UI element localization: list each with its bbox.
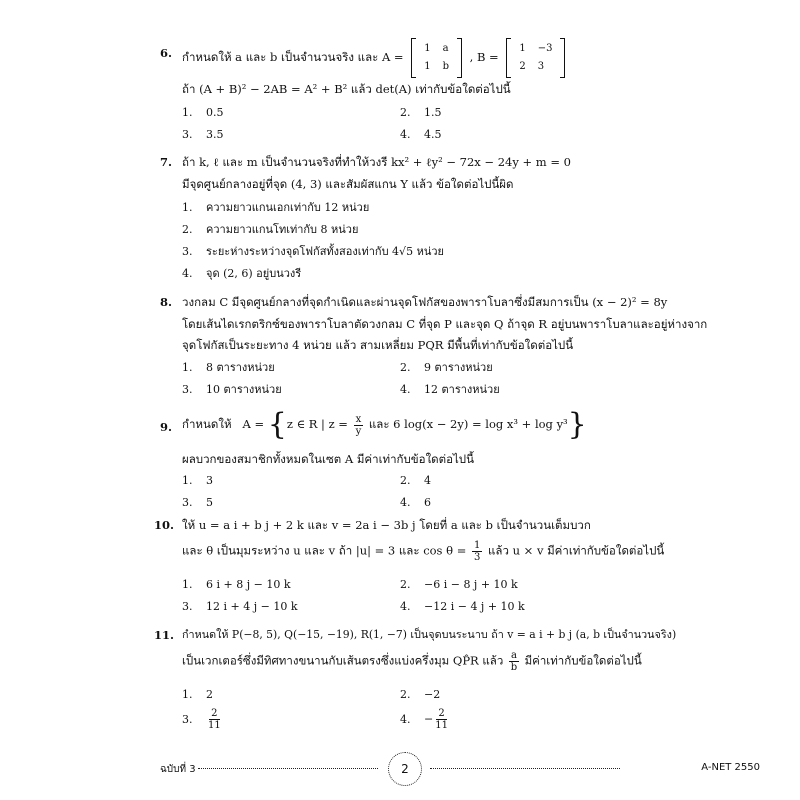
question-line-2: มีจุดศูนย์กลางอยู่ที่จุด (4, 3) และสัมผัสแกน Y แล้ว ข้อใดต่อไปนี้ผิด bbox=[182, 177, 514, 191]
question-11 bbox=[154, 628, 760, 748]
option-1[interactable]: 1. 2 bbox=[182, 688, 213, 701]
question-line-2: โดยเส้นไดเรกตริกซ์ของพาราโบลาตัดวงกลม C ที่จุด P และจุด Q ถ้าจุด R อยู่บนพาราโบลาและอยู่ห่างจาก bbox=[182, 317, 708, 331]
option-2[interactable]: 2. −2 bbox=[400, 688, 441, 701]
question-stem: ให้ u = a i + b j + 2 k และ v = 2a i − 3b j โดยที่ a และ b เป็นจำนวนเต็มบวก bbox=[182, 518, 591, 532]
question-number: 6. bbox=[160, 46, 173, 60]
matrix-a: 1 a 1 b bbox=[411, 38, 462, 78]
option-3[interactable]: 3. 12 i + 4 j − 10 k bbox=[182, 600, 298, 613]
option-3[interactable]: 3. 3.5 bbox=[182, 128, 224, 141]
question-number: 7. bbox=[160, 155, 173, 169]
question-stem: กำหนดให้ A = {z ∈ R | z = $\frac{x}{y}$ และ 6 log(x − 2y) = log x³ + log y³} bbox=[182, 407, 587, 442]
fraction: $\frac{2}{11}$ bbox=[435, 708, 448, 731]
option-2[interactable]: 2. 9 ตารางหน่วย bbox=[400, 361, 493, 374]
question-line-2: ถ้า (A + B)² − 2AB = A² + B² แล้ว det(A) เท่ากับข้อใดต่อไปนี้ bbox=[182, 82, 511, 96]
option-1[interactable]: 1. 6 i + 8 j − 10 k bbox=[182, 578, 291, 591]
option-2[interactable]: 2. ความยาวแกนโทเท่ากับ 8 หน่วย bbox=[182, 223, 359, 236]
question-line-2: ผลบวกของสมาชิกทั้งหมดในเซต A มีค่าเท่ากับข้อใดต่อไปนี้ bbox=[182, 452, 474, 466]
question-6 bbox=[160, 30, 760, 140]
fraction: $\frac{x}{y}$ bbox=[355, 413, 362, 437]
option-4[interactable]: 4. 4.5 bbox=[400, 128, 442, 141]
question-7 bbox=[160, 155, 760, 285]
question-stem: วงกลม C มีจุดศูนย์กลางที่จุดกำเนิดและผ่านจุดโฟกัสของพาราโบลาซึ่งมีสมการเป็น (x − 2)² = 8y bbox=[182, 295, 668, 309]
page-number: 2 bbox=[388, 752, 422, 786]
option-4[interactable]: 4. − $\frac{2}{11}$ bbox=[400, 708, 448, 731]
question-number: 9. bbox=[160, 420, 173, 434]
question-8 bbox=[160, 295, 760, 400]
option-1[interactable]: 1. 0.5 bbox=[182, 106, 224, 119]
option-2[interactable]: 2. 1.5 bbox=[400, 106, 442, 119]
fraction: $\frac{a}{b}$ bbox=[510, 650, 518, 673]
option-1[interactable]: 1. 8 ตารางหน่วย bbox=[182, 361, 275, 374]
question-10 bbox=[154, 518, 760, 618]
option-3[interactable]: 3. $\frac{2}{11}$ bbox=[182, 708, 221, 731]
option-3[interactable]: 3. 5 bbox=[182, 496, 213, 509]
option-1[interactable]: 1. ความยาวแกนเอกเท่ากับ 12 หน่วย bbox=[182, 201, 370, 214]
footer-divider-left bbox=[198, 768, 378, 769]
question-stem: กำหนดให้ P(−8, 5), Q(−15, −19), R(1, −7) เป็นจุดบนระนาบ ถ้า v = a i + b j (a, b เป็นจำนวนจริง) bbox=[182, 628, 677, 641]
option-3[interactable]: 3. 10 ตารางหน่วย bbox=[182, 383, 282, 396]
edition-label: ฉบับที่ 3 bbox=[160, 764, 196, 775]
question-stem: ถ้า k, ℓ และ m เป็นจำนวนจริงที่ทำให้วงรี kx² + ℓy² − 72x − 24y + m = 0 bbox=[182, 155, 571, 169]
fraction: $\frac{1}{3}$ bbox=[473, 540, 481, 563]
question-line-2: และ θ เป็นมุมระหว่าง u และ v ถ้า |u| = 3 และ cos θ = $\frac{1}{3}$ แล้ว u × v มีค่าเท่ากับข้อใดต่อไปนี้ bbox=[182, 540, 665, 563]
question-line-3: จุดโฟกัสเป็นระยะทาง 4 หน่วย แล้ว สามเหลี่ยม PQR มีพื้นที่เท่ากับข้อใดต่อไปนี้ bbox=[182, 338, 574, 352]
question-stem: กำหนดให้ a และ b เป็นจำนวนจริง และ A = 1 a 1 b , B = 1 −3 2 3 bbox=[182, 38, 569, 78]
question-line-2: เป็นเวกเตอร์ซึ่งมีทิศทางขนานกับเส้นตรงซึ่งแบ่งครึ่งมุม QP̂R แล้ว $\frac{a}{b}$ มีค่าเท่ากับข้อใดต่อไปนี้ bbox=[182, 650, 642, 673]
fraction: $\frac{2}{11}$ bbox=[208, 708, 221, 731]
option-1[interactable]: 1. 3 bbox=[182, 474, 213, 487]
option-3[interactable]: 3. ระยะห่างระหว่างจุดโฟกัสทั้งสองเท่ากับ 4√5 หน่วย bbox=[182, 245, 444, 258]
option-4[interactable]: 4. −12 i − 4 j + 10 k bbox=[400, 600, 525, 613]
matrix-b: 1 −3 2 3 bbox=[506, 38, 565, 78]
option-4[interactable]: 4. จุด (2, 6) อยู่บนวงรี bbox=[182, 267, 302, 280]
question-number: 8. bbox=[160, 295, 173, 309]
exam-label: A-NET 2550 bbox=[701, 762, 760, 773]
question-number: 10. bbox=[154, 518, 175, 532]
option-4[interactable]: 4. 12 ตารางหน่วย bbox=[400, 383, 500, 396]
option-2[interactable]: 2. 4 bbox=[400, 474, 431, 487]
footer-divider-right bbox=[430, 768, 620, 769]
option-2[interactable]: 2. −6 i − 8 j + 10 k bbox=[400, 578, 518, 591]
question-9 bbox=[160, 407, 760, 510]
option-4[interactable]: 4. 6 bbox=[400, 496, 431, 509]
question-number: 11. bbox=[154, 628, 175, 642]
